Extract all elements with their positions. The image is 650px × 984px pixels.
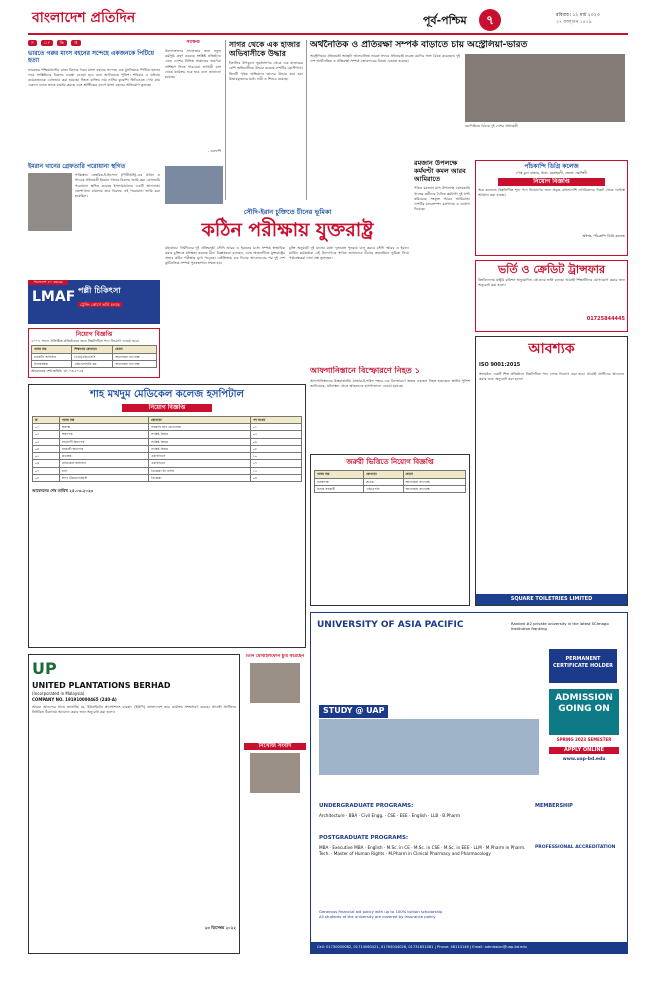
credit-body: বিশ্ববিদ্যালয় মঞ্জুরি কমিশন অনুমোদিত প্রোগ্রামে ভর্তি চলছে। আগ্রহী শিক্ষার্থীদের যোগাযোগ করার জন্য অনুরোধ করা হলো।	[478, 277, 625, 288]
brief-tag: স ং ক্ষি প্ত	[28, 40, 160, 46]
inset-news	[165, 40, 221, 162]
uap-ad	[310, 612, 628, 954]
india-australia-news	[310, 40, 628, 156]
ramadan-news	[414, 160, 470, 356]
uap-ug-list: Architecture · BBA · Civil Engg. · CSE · EEE · English · LLB · B.Pharm	[319, 813, 460, 818]
saudi-iran-story	[165, 208, 410, 362]
college-sign: অধ্যক্ষ, পাঁচকান্দি ডিগ্রি কলেজ	[582, 233, 625, 238]
table-row: ০৫ প্রভাষক এমবিবিএস ১০	[33, 453, 302, 460]
uap-membership: MEMBERSHIP	[535, 803, 573, 809]
up-date: ২৩ ডিসেম্বর ২০২২	[204, 925, 236, 931]
brief-headline-2[interactable]: ইমরান খানের গ্রেফতারি পরোয়ানা স্থগিত	[28, 162, 126, 170]
lmaf-title: পল্লী চিকিৎসা	[78, 286, 121, 295]
table-row: মার্কেটিং অফিসার ডিগ্রি/এইচএসসি আলোচনা সাপেক্ষে	[32, 353, 157, 360]
masthead	[28, 8, 628, 32]
rescue-news	[229, 40, 303, 200]
brief-news-column	[28, 40, 160, 274]
credit-transfer-ad	[475, 260, 628, 332]
uap-study: STUDY @ UAP	[319, 705, 388, 718]
ramadan-body: পবিত্র রমজান মাস উপলক্ষে বেসরকারি খাতের কর্মীদের দৈনিক কর্মঘণ্টা দুই ঘণ্টা কমিয়েছে সংযুক্ত আরব আমিরাত। দেশটির মানবসম্পদ মন্ত্রণালয় এ ঘোষণা দিয়েছে।	[414, 186, 470, 212]
india-australia-headline[interactable]: অর্থনৈতিক ও প্রতিরক্ষা সম্পর্ক বাড়াতে চায় অস্ট্রেলিয়া-ভারত	[310, 40, 528, 50]
shah-sub: নিয়োগ বিজ্ঞপ্তি	[122, 404, 212, 412]
uap-bullets: Generous financial aid policy with up to 100% tuition scholarship All students of the university are covered by insurance policy	[319, 909, 443, 920]
rescue-headline[interactable]: সাগর থেকে এক হাজার অভিবাসীকে উদ্ধার	[229, 40, 301, 59]
shah-makhdum-ad	[28, 384, 306, 648]
uap-contact: Cell: 01730050082, 01714060421, 01765044026, 01731651081 | Phone: 48114146 | Email: admission@uap-bd.edu	[311, 942, 627, 953]
uap-campus-photo	[319, 719, 539, 775]
india-australia-photo	[465, 54, 625, 122]
rescue-body: ইতালির উপকূলে ভূমধ্যসাগর থেকে এক হাজারের বেশি অভিবাসীকে উদ্ধার করেছে দেশটির কোস্টগার্ড। তিনটি পৃথক অভিযানে তাদের উদ্ধার করা হয়। উদ্ধারকৃতদের মধ্যে নারী ও শিশুও রয়েছে।	[229, 61, 303, 81]
uap-accreditation: PROFESSIONAL ACCREDITATION	[535, 845, 616, 850]
lmaf-ribbon: সারাদেশে ৪৭ বছরের	[28, 280, 68, 285]
college-body: অত্র কলেজে নিম্নলিখিত শূন্য পদে নিয়োগের জন্য প্রকৃত বাংলাদেশি নাগরিকদের নিকট থেকে দরখাস্ত আহ্বান করা যাচ্ছে।	[478, 187, 625, 198]
up-body: আমরা আনন্দের সাথে জানাচ্ছি যে, ইউনাইটেড প্ল্যান্টেশনস বারহাদ (ইউপি) বাংলাদেশে তার কার্যক্রম সম্প্রসারণ করছে। আগ্রহী প্রার্থীদের নির্ধারিত ঠিকানায় আবেদন করার জন্য অনুরোধ করা হলো।	[32, 705, 236, 715]
square-body: স্বনামধন্য একটি শিল্প প্রতিষ্ঠানে নিম্নলিখিত পদে লোক নিয়োগ করা হবে। আগ্রহী প্রার্থীদের আবেদন করার জন্য অনুরোধ করা হলো।	[479, 371, 624, 381]
saudi-iran-kicker: সৌদি-ইরান চুক্তিতে চীনের ভূমিকা	[243, 208, 332, 216]
ramadan-headline[interactable]: রমজান উপলক্ষে কর্মঘণ্টা কমল আরব আমিরাতে	[414, 160, 466, 183]
missing-notices	[244, 654, 306, 954]
recruitment-table: পদের নাম শিক্ষাগত যোগ্যতা বেতন মার্কেটিং অফিসার ডিগ্রি/এইচএসসি আলোচনা সাপেক্ষে হিসাবরক্ষক এইচএসসি/বি কম আলোচনা সাপেক্ষে	[31, 345, 157, 368]
saudi-iran-headline[interactable]: কঠিন পরীক্ষায় যুক্তরাষ্ট্র	[201, 218, 374, 241]
uap-name[interactable]: UNIVERSITY OF ASIA PACIFIC	[317, 620, 464, 630]
up-co: COMPANY NO. 191910000465 (240-A)	[32, 696, 117, 702]
college-title: পাঁচকান্দি ডিগ্রি কলেজ	[524, 163, 579, 170]
uap-url[interactable]: www.uap-bd.edu	[562, 757, 606, 762]
missing-photo-2	[250, 753, 300, 793]
table-row: ব্যবস্থাপক স্নাতক আলোচনা সাপেক্ষে	[315, 478, 466, 485]
masthead-section: পূর্ব-পশ্চিম	[423, 14, 467, 27]
uap-admission: ADMISSION GOING ON	[549, 689, 619, 735]
brief-body-1: ভারতের পশ্চিমাঞ্চলীয় রাজ্য বিহারে গরুর মাংস বহনের সন্দেহে এক মুসলিমকে পিটিয়ে হত্যার দায়ে সংশ্লিষ্টদের বিরুদ্ধে ব্যবস্থা নেওয়া হবে বলে জানিয়েছে পুলিশ। শনিবার এ ঘটনায় কয়েকজনকে গ্রেফতার করা হয়েছে। নিহত ব্যক্তির নাম নাসিম কুরেশি। ভিডিওতে দেখা যায় একদল লোক তাকে মারধর করছে এবং প্লাস্টিকের ব্যাগে মাংস বহনের অভিযোগ তুলছে।	[28, 67, 160, 88]
table-row: ০৩ সহযোগী অধ্যাপক সংশ্লিষ্ট বিষয়ে ০৬	[33, 438, 302, 445]
uap-pg-title: POSTGRADUATE PROGRAMS:	[319, 835, 409, 841]
masthead-rule	[28, 33, 628, 35]
masthead-logo[interactable]: বাংলাদেশ প্রতিদিন	[32, 10, 136, 26]
page-number: ৭	[479, 9, 501, 31]
urgent-table: পদের নাম যোগ্যতা বেতন ব্যবস্থাপক স্নাতক আলোচনা সাপেক্ষে হিসাব সহকারী এইচএসসি আলোচনা সাপেক্ষে	[314, 470, 466, 493]
uap-ug-title: UNDERGRADUATE PROGRAMS:	[319, 803, 414, 809]
up-inc: (Incorporated in Malaysia)	[32, 691, 85, 697]
lmaf-brand: LMAF	[32, 289, 76, 305]
shah-footer: আবেদনের শেষ তারিখ ২৫.০৩.২০২৩	[32, 488, 94, 494]
shah-table: ক্র পদের নাম যোগ্যতা পদ সংখ্যা ০১ অধ্যক্ষ সরকারি বিধি মোতাবেক ০১ ০২ অধ্যাপক সংশ্লিষ্ট বিষয়ে ০৫ ০৩ সহযোগী অধ্যাপক সংশ্লিষ্ট বিষয়ে ০৬ ০৪ সহকারী অধ্যাপক সংশ্লিষ্ট বিষয়ে ০৮ ০৫ প্রভাষক এমবিবিএস ১০ ০৬ মেডিকেল অফিসার এমবিবিএস ০৭ ০৭ নার্স ডিপ্লোমা ইন নার্সিং ১৫ ০৮ ল্যাব টেকনোলজিস্ট ডিপ্লোমা ০৪	[32, 416, 302, 483]
missing-photo-1	[250, 663, 300, 703]
afghan-body: আফগানিস্তানের উত্তরাঞ্চলীয় মাজার-ই-শরিফ শহরে এক বিস্ফোরণে অন্তত একজন নিহত হয়েছেন। স্থানীয় পুলিশ জানিয়েছে, ঘটনাস্থল থেকে আহতদের হাসপাতালে নেওয়া হয়েছে।	[310, 378, 470, 388]
inset-body: উদ্যোক্তাদের সফলতার জন্য নতুন কর্মসূচি গ্রহণ করেছে সংশ্লিষ্ট প্রতিষ্ঠান। এতে দেশের বিভিন্ন অঞ্চলের তরুণরা প্রশিক্ষণ নিতে পারবেন। আগামী মাস থেকে কার্যক্রম শুরু হবে বলে জানানো হয়েছে।	[165, 49, 221, 80]
recruitment-ad	[28, 328, 160, 378]
recruitment-footer: আবেদনের শেষ তারিখ: ৩০.০৩.২০২৩	[31, 369, 84, 374]
square-title: আবশ্যক	[528, 341, 575, 357]
table-row: ০৮ ল্যাব টেকনোলজিস্ট ডিপ্লোমা ০৪	[33, 475, 302, 482]
uap-apply[interactable]: APPLY ONLINE	[549, 747, 619, 754]
uap-permanent: PERMANENT CERTIFICATE HOLDER	[549, 649, 617, 683]
saudi-iran-body-1: মধ্যপ্রাচ্যে দীর্ঘদিনের দুই প্রতিদ্বন্দ্বী সৌদি আরব ও ইরানের মধ্যে সম্পর্ক স্বাভাবিক করার চুক্তিতে মধ্যস্থতা করেছে চীন। বিশ্লেষকরা বলছেন, এতে অঞ্চলটিতে যুক্তরাষ্ট্রের প্রভাব কঠিন পরীক্ষার মুখে পড়েছে। বেইজিংয়ে চার দিনের আলোচনার পর দুই দেশ কূটনৈতিক সম্পর্ক পুনঃস্থাপনে সম্মত হয়।	[165, 245, 285, 266]
square-iso: ISO 9001:2015	[479, 361, 521, 368]
shah-title: শাহ মখদুম মেডিকেল কলেজ হসপিটাল	[90, 389, 244, 400]
recruitment-title: নিয়োগ বিজ্ঞপ্তি	[75, 331, 113, 338]
table-row: ০২ অধ্যাপক সংশ্লিষ্ট বিষয়ে ০৫	[33, 431, 302, 438]
table-row: ০৬ মেডিকেল অফিসার এমবিবিএস ০৭	[33, 460, 302, 467]
missing-title-1: তিনি মোবাইলফোন চুরি করেছেন	[245, 654, 305, 659]
india-australia-body: অস্ট্রেলিয়ার প্রধানমন্ত্রী অ্যান্থনি আলবানিজ ভারত সফরে প্রধানমন্ত্রী নরেন্দ্র মোদির সঙ্গে বৈঠক করেছেন। দুই দেশ অর্থনৈতিক ও প্রতিরক্ষা সম্পর্ক জোরদারের বিষয়ে একমত হয়েছে।	[310, 54, 460, 64]
india-australia-photo-block	[465, 54, 625, 142]
date-line: রবিবার ৷ ১২ মার্চ ২০২৩ ২৭ ফাল্গুন ১৪২৯	[556, 13, 600, 26]
up-logo: UP	[32, 659, 57, 678]
uap-spring: SPRING 2023 SEMESTER	[556, 737, 612, 742]
lmaf-ad	[28, 280, 160, 324]
up-name: UNITED PLANTATIONS BERHAD	[32, 680, 171, 690]
college-address: পোঃ চুনা বাজার, থানা: মনোহরদী, জেলা: নরসিংদী	[515, 171, 588, 176]
imran-photo	[28, 173, 72, 231]
brief-headline-1[interactable]: ভারতে গরুর মাংস বহনের সন্দেহে একজনকে পিটিয়ে হত্যা	[28, 49, 154, 65]
uap-pg-list: MBA · Executive MBA · English · M.Sc. in CE · M.Sc. in CSE · M.Sc. in EEE · LLM · M.Pharm in Pharm. Tech. · Master of Human Rights · M.Pharm in Clinical Pharmacy and Pharmacology	[319, 845, 526, 857]
united-plantations-ad	[28, 654, 240, 954]
uap-ranked: Ranked #2 private university in the latest SCImago Institution Ranking	[511, 621, 609, 632]
table-row: হিসাবরক্ষক এইচএসসি/বি কম আলোচনা সাপেক্ষে	[32, 360, 157, 367]
landscape-photo	[165, 166, 223, 204]
recruitment-text: ২০০৭ সালে প্রতিষ্ঠিত প্রতিষ্ঠানের জন্য নিম্নলিখিত পদে নিয়োগ দেওয়া হবে।	[31, 339, 140, 344]
urgent-recruitment	[310, 454, 470, 606]
table-row: ০১ অধ্যক্ষ সরকারি বিধি মোতাবেক ০১	[33, 423, 302, 430]
saudi-iran-body-2: চুক্তি অনুযায়ী দুই মাসের মধ্যে দূতাবাস পুনরায় চালু করবে সৌদি আরব ও ইরান। মার্কিন কর্মকর্তারা এই উদ্যোগকে স্বাগত জানালেও চীনের ক্রমবর্ধমান ভূমিকা নিয়ে পর্যবেক্ষকরা নানা প্রশ্ন তুলছেন।	[289, 245, 409, 260]
col-divider-2	[306, 40, 307, 200]
college-notice-label: নিয়োগ বিজ্ঞপ্তি	[498, 178, 605, 186]
credit-phone[interactable]: 01725844445	[586, 315, 625, 322]
square-footer: SQUARE TOILETRIES LIMITED	[476, 594, 627, 605]
urgent-title: জরুরী ভিত্তিতে নিয়োগ বিজ্ঞপ্তি	[346, 458, 434, 466]
afghan-news	[310, 366, 470, 450]
brief-body-2: পাকিস্তান তেহরিক-ই-ইনসাফ (পিটিআই)-এর প্রধান ও সাবেক প্রধানমন্ত্রী ইমরান খানের বিরুদ্ধে জারি করা গ্রেফতারি পরোয়ানা স্থগিত করেছে ইসলামাবাদের একটি আদালত। তোশাখানা মামলায় তার বিরুদ্ধে এই পরোয়ানা জারি করা হয়েছিল।	[75, 173, 160, 198]
col-divider-1	[225, 40, 226, 200]
afghan-headline[interactable]: আফগানিস্তানে বিস্ফোরণে নিহত ১	[310, 366, 420, 375]
inset-note: - এএফপি	[207, 149, 221, 154]
table-row: ০৪ সহকারী অধ্যাপক সংশ্লিষ্ট বিষয়ে ০৮	[33, 445, 302, 452]
square-ad	[475, 336, 628, 606]
lmaf-sub: ট্রেনিং কোর্সে ভর্তি চলছে	[80, 302, 120, 307]
college-notice	[475, 160, 628, 256]
credit-title: ভর্তি ও ক্রেডিট ট্রান্সফার	[497, 263, 605, 276]
missing-title-2: নিখোঁজ সংবাদ	[244, 743, 306, 750]
india-australia-caption: নয়াদিল্লিতে বৈঠকে দুই দেশের প্রধানমন্ত্রী	[465, 124, 518, 129]
table-row: ০৭ নার্স ডিপ্লোমা ইন নার্সিং ১৫	[33, 467, 302, 474]
inset-strap: সংক্ষিপ্ত	[186, 40, 200, 45]
table-row: হিসাব সহকারী এইচএসসি আলোচনা সাপেক্ষে	[315, 486, 466, 493]
